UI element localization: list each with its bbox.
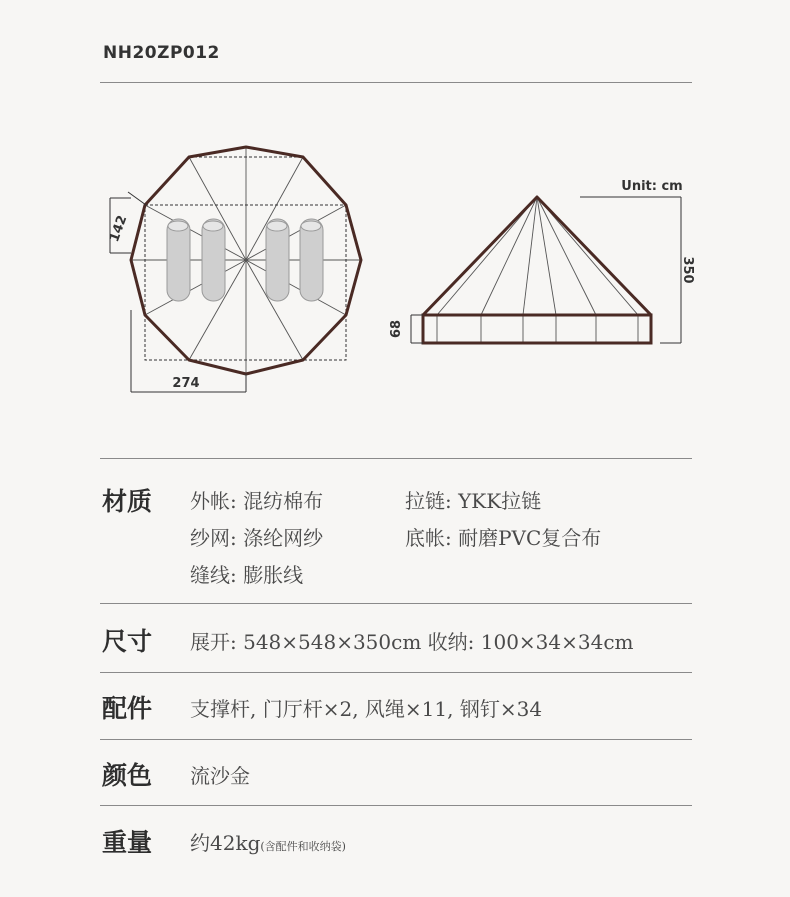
model-code: NH20ZP012 [103, 43, 220, 63]
divider [100, 672, 692, 673]
unit-label: Unit: cm [621, 179, 683, 194]
color-value: 流沙金 [190, 764, 250, 788]
material-floor: 底帐: 耐磨PVC复合布 [405, 526, 602, 550]
accessories-label: 配件 [102, 694, 153, 723]
material-label: 材质 [102, 487, 153, 516]
material-zipper: 拉链: YKK拉链 [405, 489, 542, 513]
accessories-value: 支撑杆, 门厅杆×2, 风绳×11, 钢钉×34 [190, 697, 543, 721]
size-value: 展开: 548×548×350cm 收纳: 100×34×34cm [190, 630, 634, 654]
divider [100, 805, 692, 806]
color-label: 颜色 [102, 761, 153, 790]
material-outer: 外帐: 混纺棉布 [190, 489, 324, 513]
dim-142: 142 [107, 213, 131, 245]
material-thread: 缝线: 膨胀线 [190, 563, 304, 587]
tent-side-view [389, 179, 695, 343]
weight-amount: 约42kg [190, 831, 261, 855]
size-label: 尺寸 [102, 627, 153, 656]
dim-68: 68 [389, 319, 404, 339]
material-mesh: 纱网: 涤纶网纱 [190, 526, 324, 550]
dim-350: 350 [680, 256, 695, 284]
weight-label: 重量 [102, 828, 153, 857]
weight-value [190, 827, 346, 856]
divider [100, 603, 692, 604]
divider [100, 458, 692, 459]
weight-note: (含配件和收纳袋) [260, 840, 346, 853]
divider [100, 739, 692, 740]
dim-274: 274 [172, 376, 200, 391]
tent-top-view [107, 147, 361, 392]
